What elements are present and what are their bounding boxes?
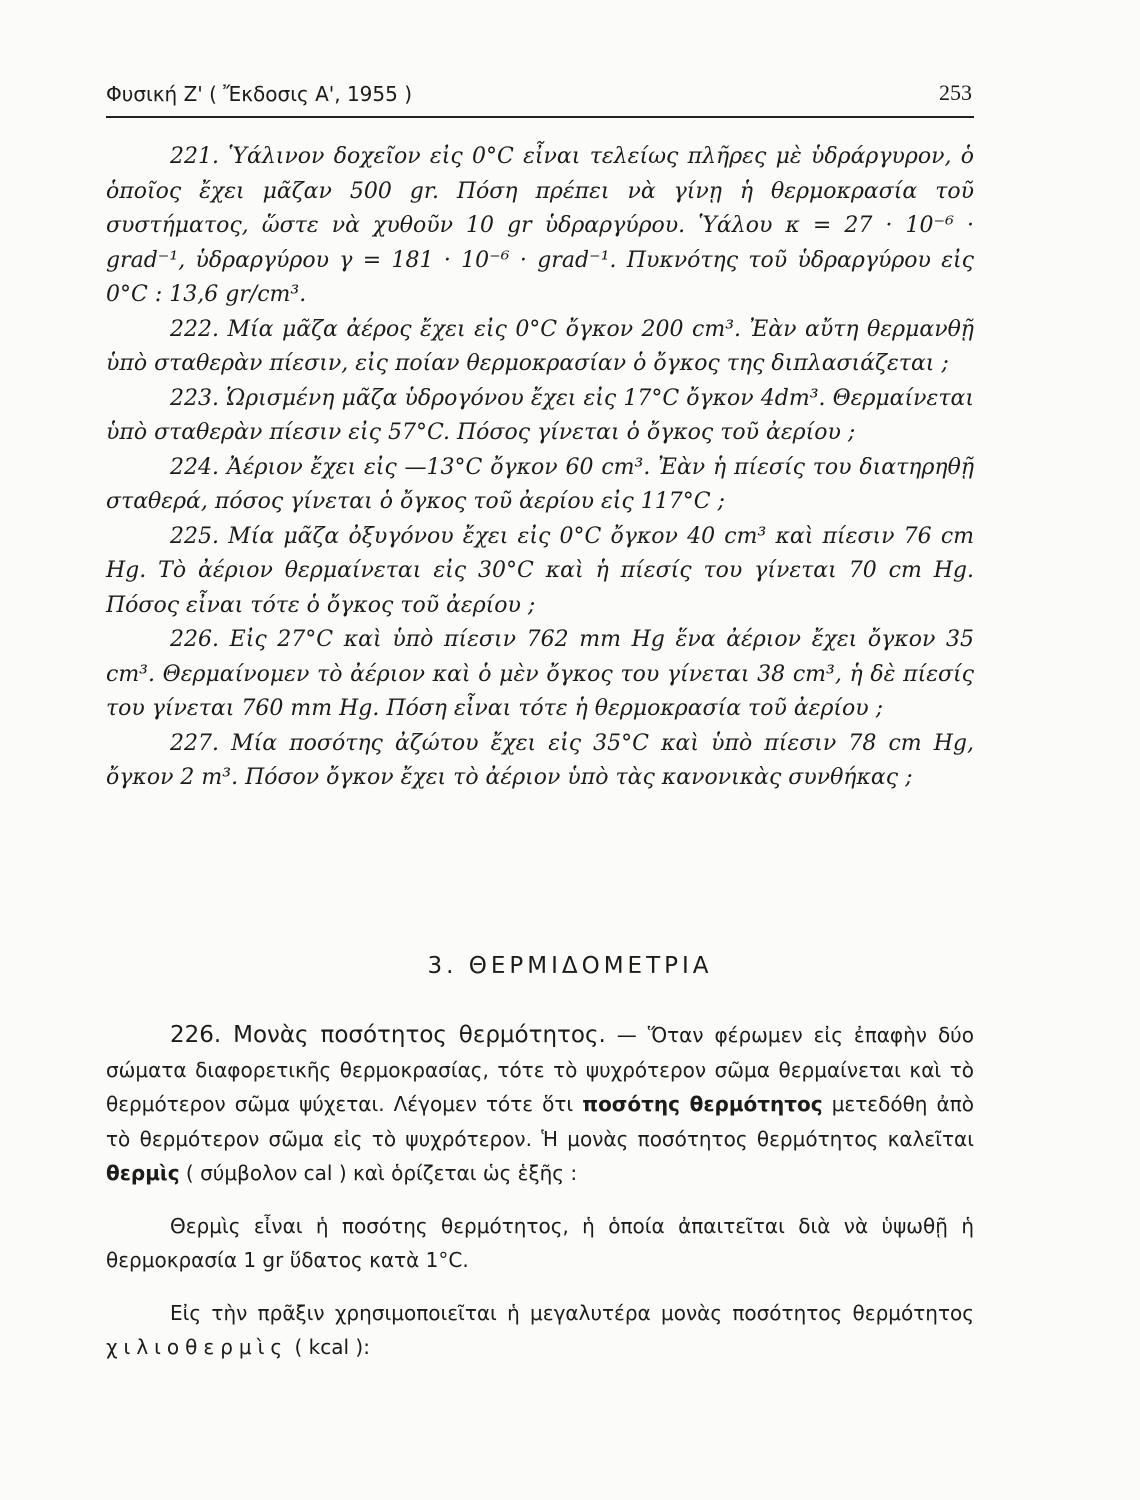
exercise-222: 222. Μία μᾶζα ἀέρος ἔχει εἰς 0°C ὄγκον 200 cm³. Ἐὰν αὔτη θερμανθῇ ὑπὸ σταθερὰν πίεσιν, εἰς ποίαν θερμοκρασίαν ὁ ὄγκος της διπλασιάζεται ;	[106, 316, 974, 376]
term-kilocalorie: χιλιοθερμὶς	[106, 1335, 289, 1359]
paragraph-text-1: — Ὅταν φέρωμεν εἰς ἐπαφὴν δύο σώματα διαφορετικῆς θερμοκρασίας, τότε τὸ ψυχρότερον σῶμα θερμαίνεται καὶ τὸ θερμότερον σῶμα ψύχεται. Λέγομεν τότε ὅτι	[106, 1023, 974, 1116]
exercise-list	[106, 140, 974, 796]
exercise-221: 221. Ὑάλινον δοχεῖον εἰς 0°C εἶναι τελείως πλῆρες μὲ ὑδράργυρον, ὁ ὁποῖος ἔχει μᾶζαν 500 gr. Πόση πρέπει νὰ γίνῃ ἡ θερμοκρασία τοῦ συστήματος, ὥστε νὰ χυθοῦν 10 gr ὑδραργύρου. Ὑάλου κ = 27 · 10⁻⁶ · grad⁻¹, ὑδραργύρου γ = 181 · 10⁻⁶ · grad⁻¹. Πυκνότης τοῦ ὑδραργύρου εἰς 0°C : 13,6 gr/cm³.	[106, 144, 974, 307]
paragraph-heading: 226. Μονὰς ποσότητος θερμότητος.	[170, 1022, 606, 1048]
page-header	[106, 82, 974, 118]
definition-paragraph: Θερμὶς εἶναι ἡ ποσότης θερμότητος, ἡ ὁποία ἀπαιτεῖται διὰ νὰ ὑψωθῇ ἡ θερμοκρασία 1 gr ὕδατος κατὰ 1°C.	[106, 1213, 974, 1272]
paragraph-text-3: ( σύμβολον cal ) καὶ ὁρίζεται ὡς ἑξῆς :	[179, 1161, 578, 1185]
section-title: 3. ΘΕΡΜΙΔΟΜΕΤΡΙΑ	[427, 953, 713, 979]
page-number: 253	[939, 80, 972, 105]
exercise-224: 224. Ἀέριον ἔχει εἰς —13°C ὄγκον 60 cm³. Ἐὰν ἡ πίεσίς του διατηρηθῇ σταθερά, πόσος γίνεται ὁ ὄγκος τοῦ ἀερίου εἰς 117°C ;	[106, 454, 974, 514]
running-title: Φυσική Ζ' ( Ἔκδοσις Α', 1955 )	[106, 82, 413, 106]
paragraph-heat-unit	[106, 1018, 974, 1191]
kcal-tail: ( kcal ):	[288, 1335, 370, 1359]
kcal-paragraph	[106, 1296, 974, 1365]
exercise-226: 226. Εἰς 27°C καὶ ὑπὸ πίεσιν 762 mm Hg ἕνα ἀέριον ἔχει ὄγκον 35 cm³. Θερμαίνομεν τὸ ἀέριον καὶ ὁ μὲν ὄγκος του γίνεται 38 cm³, ἡ δὲ πίεσίς του γίνεται 760 mm Hg. Πόση εἶναι τότε ἡ θερμοκρασία τοῦ ἀερίου ;	[106, 627, 974, 721]
term-heat-quantity: ποσότης θερμότητος	[582, 1092, 823, 1116]
exercise-225: 225. Μία μᾶζα ὀξυγόνου ἔχει εἰς 0°C ὄγκον 40 cm³ καὶ πίεσιν 76 cm Hg. Τὸ ἀέριον θερμαίνεται εἰς 30°C καὶ ἡ πίεσίς του γίνεται 70 cm Hg. Πόσος εἶναι τότε ὁ ὄγκος τοῦ ἀερίου ;	[106, 523, 974, 618]
paragraph-text-2: μετεδόθη ἀπὸ τὸ θερμότερον σῶμα εἰς τὸ ψυχρότερον. Ἡ μονὰς ποσότητος θερμότητος καλεῖται	[106, 1092, 974, 1151]
term-calorie: θερμὶς	[106, 1161, 180, 1185]
exercise-223: 223. Ὡρισμένη μᾶζα ὑδρογόνου ἔχει εἰς 17°C ὄγκον 4dm³. Θερμαίνεται ὑπὸ σταθερὰν πίεσιν εἰς 57°C. Πόσος γίνεται ὁ ὄγκος τοῦ ἀερίου ;	[106, 385, 974, 445]
exercise-227: 227. Μία ποσότης ἀζώτου ἔχει εἰς 35°C καὶ ὑπὸ πίεσιν 78 cm Hg, ὄγκον 2 m³. Πόσον ὄγκον ἔχει τὸ ἀέριον ὑπὸ τὰς κανονικὰς συνθήκας ;	[106, 730, 974, 790]
kcal-text: Εἰς τὴν πρᾶξιν χρησιμοποιεῖται ἡ μεγαλυτέρα μονὰς ποσότητος θερμότητος	[170, 1300, 974, 1325]
section-body	[106, 1018, 974, 1365]
